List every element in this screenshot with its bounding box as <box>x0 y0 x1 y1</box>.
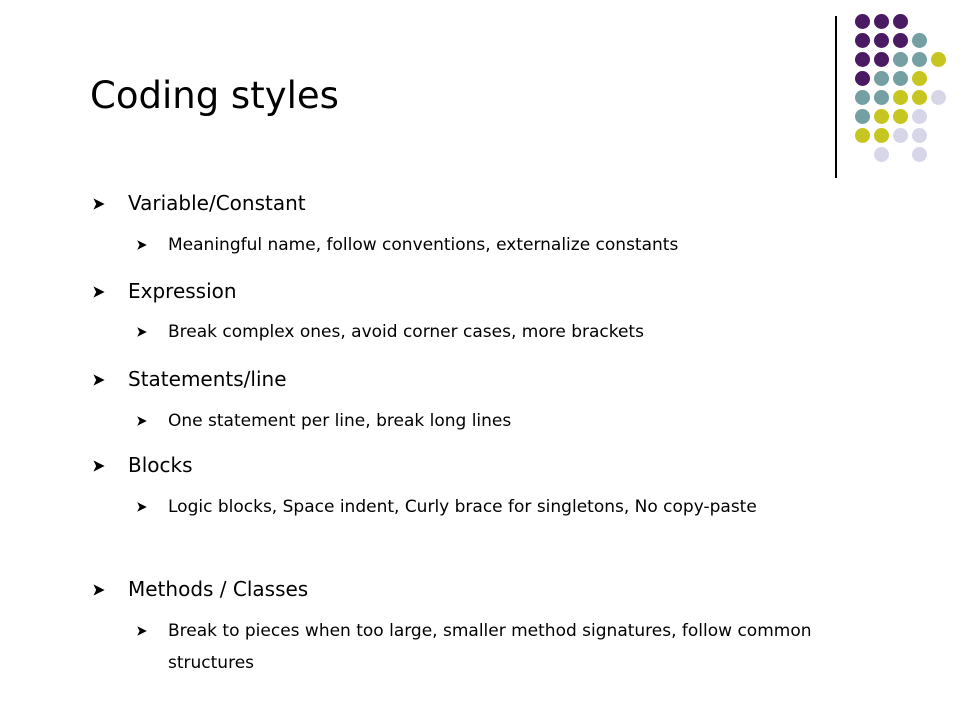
sub-bullet-item <box>136 491 856 523</box>
sub-bullet-item <box>136 615 856 679</box>
sub-bullet-item <box>136 405 876 437</box>
arrow-bullet-icon <box>92 197 106 211</box>
slide-title: Coding styles <box>90 74 339 117</box>
bullet-heading: Expression <box>128 279 237 303</box>
bullet-item <box>92 453 193 477</box>
arrow-bullet-icon <box>92 459 106 473</box>
bullet-item <box>92 577 308 601</box>
arrow-bullet-icon <box>92 373 106 387</box>
arrow-bullet-icon <box>136 625 148 637</box>
bullet-detail: One statement per line, break long lines <box>168 411 512 431</box>
arrow-bullet-icon <box>92 285 106 299</box>
bullet-detail: Break complex ones, avoid corner cases, more brackets <box>168 322 644 342</box>
bullet-heading: Methods / Classes <box>128 577 309 601</box>
sub-bullet-item <box>136 229 876 261</box>
arrow-bullet-icon <box>136 239 148 251</box>
bullet-heading: Blocks <box>128 453 193 477</box>
bullet-heading: Variable/Constant <box>128 191 306 215</box>
bullet-heading: Statements/line <box>128 367 287 391</box>
bullet-detail: Meaningful name, follow conventions, externalize constants <box>168 235 679 255</box>
bullet-detail: Logic blocks, Space indent, Curly brace for singletons, No copy-paste <box>168 497 757 517</box>
bullet-item <box>92 279 237 303</box>
arrow-bullet-icon <box>136 501 148 513</box>
bullet-item <box>92 191 306 215</box>
arrow-bullet-icon <box>136 415 148 427</box>
arrow-bullet-icon <box>136 326 148 338</box>
sub-bullet-item <box>136 316 876 348</box>
arrow-bullet-icon <box>92 583 106 597</box>
bullet-item <box>92 367 287 391</box>
bullet-detail: Break to pieces when too large, smaller method signatures, follow common structures <box>168 621 812 673</box>
